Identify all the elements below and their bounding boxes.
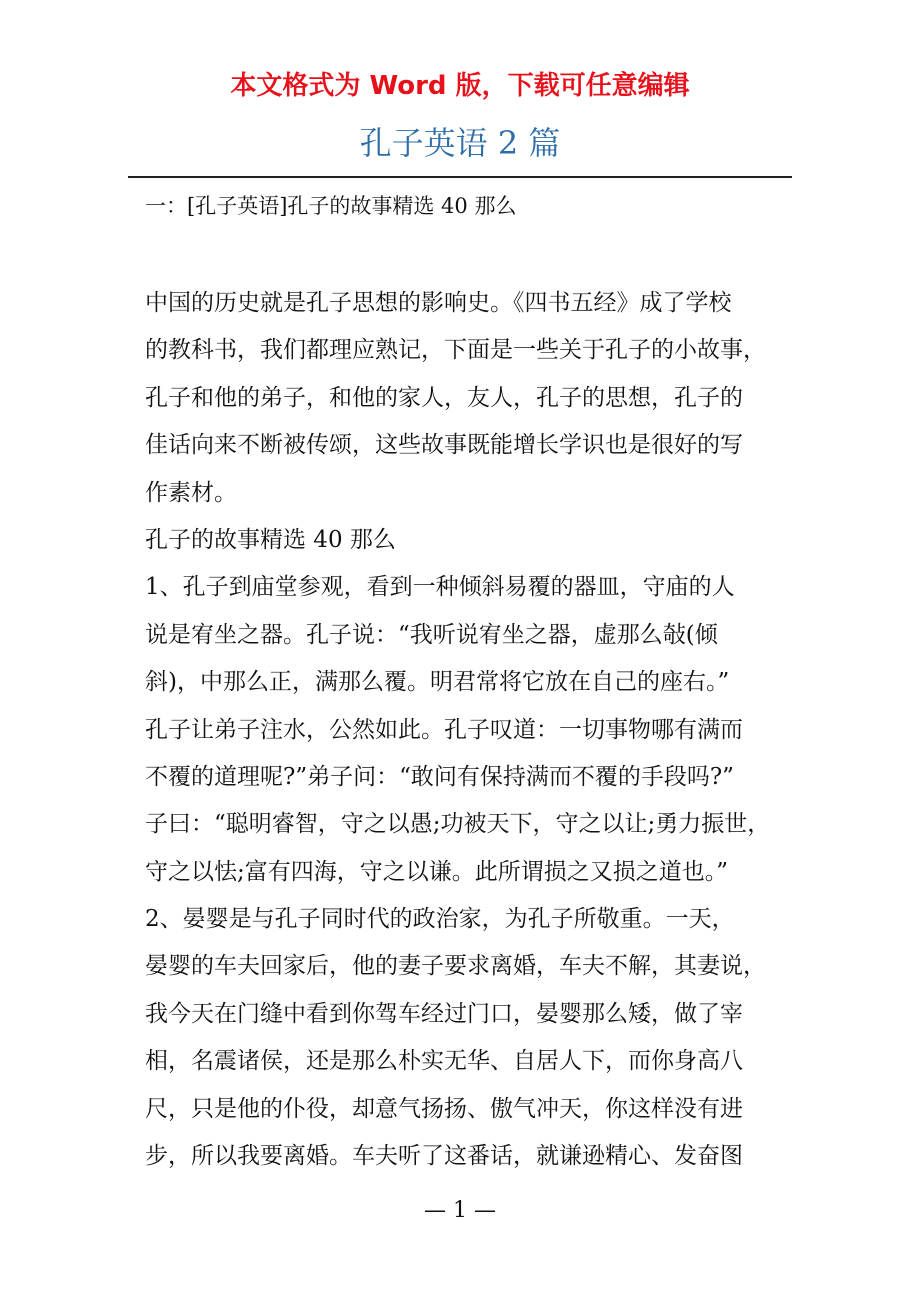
body-text: [145, 280, 795, 1180]
page-number: — 1 —: [424, 1198, 496, 1223]
body-line: 2、晏婴是与孔子同时代的政治家，为孔子所敬重。一天，: [145, 906, 735, 933]
title-divider: [128, 176, 792, 178]
body-line: 孔子让弟子注水，公然如此。孔子叹道：一切事物哪有满而: [145, 716, 743, 743]
body-line: 1、孔子到庙堂参观，看到一种倾斜易覆的器皿，守庙的人: [145, 574, 735, 601]
body-line: 孔子和他的弟子，和他的家人，友人，孔子的思想，孔子的: [145, 384, 743, 411]
body-line: 子曰：“聪明睿智，守之以愚;功被天下，守之以让;勇力振世，: [145, 811, 771, 838]
body-line: 的教科书，我们都理应熟记，下面是一些关于孔子的小故事，: [145, 337, 766, 364]
section-heading: 一：[孔子英语]孔子的故事精选 40 那么: [145, 194, 517, 218]
body-line: 孔子的故事精选 40 那么: [145, 526, 396, 553]
body-line: 我今天在门缝中看到你驾车经过门口，晏婴那么矮，做了宰: [145, 1000, 743, 1027]
body-line: 佳话向来不断被传颂，这些故事既能增长学识也是很好的写: [145, 432, 743, 459]
body-line: 尺，只是他的仆役，却意气扬扬、傲气冲天，你这样没有进: [145, 1095, 743, 1122]
document-title: 孔子英语 2 篇: [359, 124, 561, 162]
body-line: 相，名震诸侯，还是那么朴实无华、自居人下，而你身高八: [145, 1048, 743, 1075]
body-line: 说是宥坐之器。孔子说：“我听说宥坐之器，虚那么敧(倾: [145, 621, 718, 648]
body-line: 守之以怯;富有四海，守之以谦。此所谓损之又损之道也。”: [145, 858, 729, 885]
body-line: 晏婴的车夫回家后，他的妻子要求离婚，车夫不解，其妻说，: [145, 953, 766, 980]
body-line: 中国的历史就是孔子思想的影响史。《四书五经》成了学校: [145, 290, 732, 316]
body-line: 不覆的道理呢?”弟子问：“敢问有保持满而不覆的手段吗?”: [145, 763, 734, 790]
body-line: 作素材。: [145, 479, 237, 506]
download-notice-banner: 本文格式为 Word 版，下载可任意编辑: [230, 71, 690, 101]
body-line: 步，所以我要离婚。车夫听了这番话，就谦逊精心、发奋图: [145, 1143, 743, 1170]
body-line: 斜)，中那么正，满那么覆。明君常将它放在自己的座右。”: [145, 669, 730, 696]
